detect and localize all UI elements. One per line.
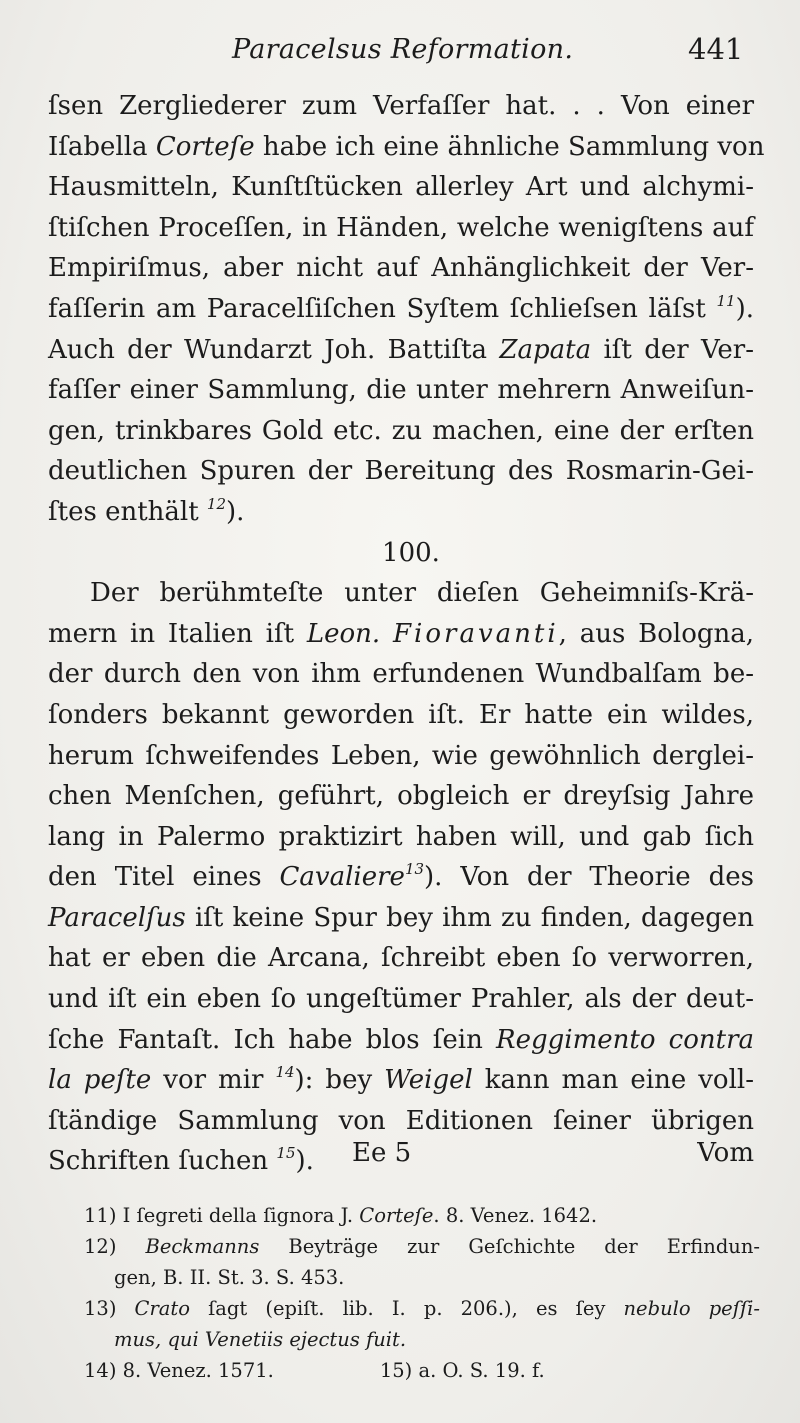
name-fioravanti: Fioravanti xyxy=(393,618,559,649)
text-line: faſſerin am Paracelſiſchen Syſtem ſchlieſsen läſst $^{11}$). xyxy=(48,291,754,324)
printer-signature: Ee 5 xyxy=(352,1138,412,1168)
text-line: faſſer einer Sammlung, die unter mehrern Anweiſun- xyxy=(48,375,754,406)
footnotes-14-15 xyxy=(84,1355,760,1386)
text-line: ſsen Zergliederer zum Verfaſſer hat. . . Von einer xyxy=(48,91,754,121)
text-line: und iſt ein eben ſo ungeſtümer Prahler, als der deut- xyxy=(48,984,754,1015)
text-line: ſonders bekannt geworden iſt. Er hatte ein wildes, xyxy=(48,699,754,730)
text-line: deutlichen Spuren der Bereitung des Rosmarin-Gei- xyxy=(48,456,754,487)
text-line: ſtiſchen Proceſſen, in Händen, welche wenigſtens auf xyxy=(48,212,754,243)
catchword: Vom xyxy=(697,1138,754,1168)
footnote-12: 12) Beckmanns Beyträge zur Geſchichte der Erfindun- xyxy=(84,1235,761,1258)
body-text xyxy=(48,86,765,1182)
text-line: Iſabella Corteſe habe ich eine ähnliche Sammlung von xyxy=(48,131,765,162)
term-cavaliere: Cavaliere xyxy=(279,862,405,893)
text-line: lang in Palermo praktizirt haben will, und gab ſich xyxy=(48,821,754,852)
text-line: chen Menſchen, geführt, obgleich er dreyſsig Jahre xyxy=(48,781,754,812)
text-line: ſtändige Sammlung von Editionen ſeiner übrigen xyxy=(48,1105,754,1136)
footnote-ref-12: 12 xyxy=(206,494,227,513)
footnote-ref-13: 13 xyxy=(404,860,425,879)
footnotes xyxy=(84,1200,760,1386)
text-line: der durch den von ihm erfundenen Wundbalſam be- xyxy=(48,659,754,690)
name-cortese: Corteſe xyxy=(155,131,255,162)
footnote-13: 13) Crato ſagt (epiſt. lib. I. p. 206.), es ſey nebulo peſſi- xyxy=(84,1297,760,1320)
page-header xyxy=(0,28,800,78)
footnote-12-cont: gen, B. II. St. 3. S. 453. xyxy=(114,1266,345,1289)
name-zapata: Zapata xyxy=(499,334,592,365)
name-paracelsus: Paracelſus xyxy=(48,902,186,933)
text-line: hat er eben die Arcana, ſchreibt eben ſo verworren, xyxy=(48,943,754,974)
name-leon: Leon. xyxy=(306,618,381,649)
footnote-15: 15) a. O. S. 19. f. xyxy=(379,1359,545,1382)
text-line: mern in Italien iſt Leon. Fioravanti, aus Bologna, xyxy=(48,618,755,649)
footnote-ref-11: 11 xyxy=(716,291,736,310)
book-title: Reggimento contra xyxy=(496,1024,754,1055)
footnote-11: 11) I ſegreti della ſignora J. Corteſe. 8. Venez. 1642. xyxy=(84,1204,598,1227)
text-line: ſtes enthält $^{12}$). xyxy=(48,494,245,527)
signature-row xyxy=(60,1138,754,1178)
page-number: 441 xyxy=(688,32,744,66)
footnote-13-cont: mus, qui Venetiis ejectus fuit. xyxy=(114,1328,407,1351)
text-line: Der berühmteſte unter dieſen Geheimniſs-Krä- xyxy=(90,578,754,609)
text-line: la peſte vor mir $^{14}$): bey Weigel kann man eine voll- xyxy=(48,1063,754,1096)
book-title-cont: la peſte xyxy=(48,1065,152,1096)
text-line: den Titel eines Cavaliere$^{13}$). Von der Theorie des xyxy=(48,860,754,893)
footnote-14: 14) 8. Venez. 1571. xyxy=(84,1359,274,1382)
text-line: herum ſchweifendes Leben, wie gewöhnlich derglei- xyxy=(48,740,754,771)
running-title: Paracelsus Reformation. xyxy=(232,34,574,65)
text-line: ſche Fantaſt. Ich habe blos ſein Reggimento contra xyxy=(48,1024,754,1055)
text-line: gen, trinkbares Gold etc. zu machen, eine der erſten xyxy=(48,415,754,446)
name-weigel: Weigel xyxy=(384,1065,473,1096)
text-line: Schriften ſuchen $^{15}$). xyxy=(48,1144,314,1177)
text-line: Hausmitteln, Kunſtſtücken allerley Art und alchymi- xyxy=(48,172,754,203)
text-line: Paracelſus iſt keine Spur bey ihm zu finden, dagegen xyxy=(48,902,754,933)
footnote-ref-14: 14 xyxy=(275,1063,295,1082)
section-number: 100. xyxy=(382,537,440,568)
text-line: Empiriſmus, aber nicht auf Anhänglichkeit der Ver- xyxy=(48,253,754,284)
footnote-ref-15: 15 xyxy=(276,1144,296,1163)
text-line: Auch der Wundarzt Joh. Battiſta Zapata iſt der Ver- xyxy=(48,334,754,365)
